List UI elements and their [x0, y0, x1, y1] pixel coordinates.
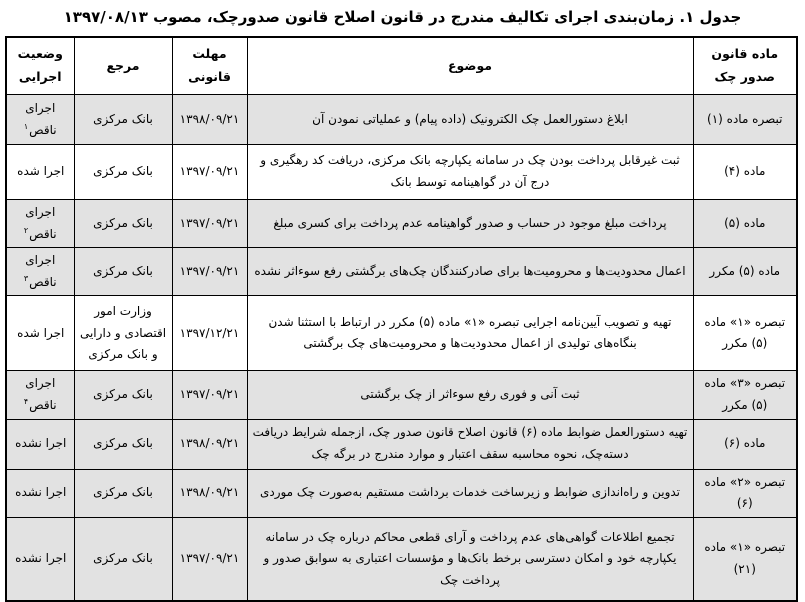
article-cell: تبصره «۲» ماده (۶): [693, 469, 797, 517]
deadline-cell: [172, 419, 247, 469]
deadline-date: ۱۳۹۷/۰۹/۲۱: [180, 216, 240, 230]
status-label: اجرای ناقص: [25, 376, 56, 412]
authority-cell: بانک مرکزی: [74, 95, 172, 145]
deadline-cell: [172, 145, 247, 200]
status-cell: [6, 469, 74, 517]
article-cell: تبصره «۱» ماده (۲۱): [693, 517, 797, 601]
article-cell: تبصره «۱» ماده (۵) مکرر: [693, 296, 797, 371]
article-cell: ماده (۶): [693, 419, 797, 469]
status-cell: [6, 419, 74, 469]
header-article: ماده قانون صدور چک: [693, 37, 797, 95]
deadline-cell: [172, 248, 247, 296]
header-row: [6, 37, 797, 95]
authority-cell: بانک مرکزی: [74, 200, 172, 248]
status-label: اجرا نشده: [15, 485, 66, 499]
status-footnote-marker: ۴: [24, 397, 28, 406]
status-footnote-marker: ۱: [24, 122, 28, 131]
deadline-date: ۱۳۹۸/۰۹/۲۱: [180, 112, 240, 126]
article-cell: ماده (۵) مکرر: [693, 248, 797, 296]
table-row: [6, 469, 797, 517]
authority-cell: بانک مرکزی: [74, 419, 172, 469]
subject-cell: ابلاغ دستورالعمل چک الکترونیک (داده پیام) و عملیاتی نمودن آن: [247, 95, 693, 145]
header-deadline: مهلت قانونی: [172, 37, 247, 95]
deadline-cell: [172, 517, 247, 601]
status-label: اجرا نشده: [15, 551, 66, 565]
status-label: اجرا نشده: [15, 436, 66, 450]
header-subject: موضوع: [247, 37, 693, 95]
status-footnote-marker: ۳: [24, 274, 28, 283]
deadline-cell: [172, 371, 247, 419]
deadline-date: ۱۳۹۸/۰۹/۲۱: [180, 436, 240, 450]
status-label: اجرا شده: [17, 164, 64, 178]
deadline-cell: [172, 296, 247, 371]
status-label: اجرا شده: [17, 326, 64, 340]
deadline-cell: [172, 95, 247, 145]
authority-cell: بانک مرکزی: [74, 248, 172, 296]
authority-cell: بانک مرکزی: [74, 517, 172, 601]
status-label: اجرای ناقص: [25, 253, 56, 289]
table-row: [6, 371, 797, 419]
status-cell: [6, 200, 74, 248]
deadline-cell: [172, 200, 247, 248]
table-row: [6, 419, 797, 469]
deadline-date: ۱۳۹۷/۰۹/۲۱: [180, 387, 240, 401]
authority-cell: بانک مرکزی: [74, 371, 172, 419]
article-cell: ماده (۵): [693, 200, 797, 248]
header-status: وضعیت اجرایی: [6, 37, 74, 95]
subject-cell: ثبت غیرقابل پرداخت بودن چک در سامانه یکپارچه بانک مرکزی، دریافت کد رهگیری و درج آن در گواهینامه توسط بانک: [247, 145, 693, 200]
authority-cell: بانک مرکزی: [74, 145, 172, 200]
article-cell: تبصره «۳» ماده (۵) مکرر: [693, 371, 797, 419]
table-row: [6, 145, 797, 200]
subject-cell: تهیه و تصویب آیین‌نامه اجرایی تبصره «۱» ماده (۵) مکرر در ارتباط با استثنا شدن بنگاه‌های تولیدی از اعمال محدودیت‌ها و محرومیت‌های چک برگشتی: [247, 296, 693, 371]
deadline-date: ۱۳۹۷/۰۹/۲۱: [180, 551, 240, 565]
article-cell: تبصره ماده (۱): [693, 95, 797, 145]
subject-cell: پرداخت مبلغ موجود در حساب و صدور گواهینامه عدم پرداخت برای کسری مبلغ: [247, 200, 693, 248]
table-row: [6, 248, 797, 296]
subject-cell: ثبت آنی و فوری رفع سوءاثر از چک برگشتی: [247, 371, 693, 419]
table-row: [6, 517, 797, 601]
status-footnote-marker: ۲: [24, 226, 28, 235]
status-cell: [6, 248, 74, 296]
authority-cell: بانک مرکزی: [74, 469, 172, 517]
status-cell: [6, 95, 74, 145]
subject-cell: اعمال محدودیت‌ها و محرومیت‌ها برای صادرکنندگان چک‌های برگشتی رفع سوءاثر نشده: [247, 248, 693, 296]
deadline-date: ۱۳۹۷/۱۲/۲۱: [180, 326, 240, 340]
article-cell: ماده (۴): [693, 145, 797, 200]
table-row: [6, 95, 797, 145]
header-authority: مرجع: [74, 37, 172, 95]
status-cell: [6, 145, 74, 200]
deadline-date: ۱۳۹۷/۰۹/۲۱: [180, 264, 240, 278]
deadline-date: ۱۳۹۸/۰۹/۲۱: [180, 485, 240, 499]
subject-cell: تجمیع اطلاعات گواهی‌های عدم پرداخت و آرای قطعی محاکم درباره چک در سامانه یکپارچه خود و امکان دسترسی برخط بانک‌ها و مؤسسات اعتباری به سوابق صدور و پرداخت چک: [247, 517, 693, 601]
status-label: اجرای ناقص: [25, 205, 56, 241]
deadline-date: ۱۳۹۷/۰۹/۲۱: [180, 164, 240, 178]
status-cell: [6, 296, 74, 371]
subject-cell: تدوین و راه‌اندازی ضوابط و زیرساخت خدمات برداشت مستقیم به‌صورت چک موردی: [247, 469, 693, 517]
table-row: [6, 200, 797, 248]
status-cell: [6, 517, 74, 601]
deadline-cell: [172, 469, 247, 517]
authority-cell: وزارت امور اقتصادی و دارایی و بانک مرکزی: [74, 296, 172, 371]
status-cell: [6, 371, 74, 419]
status-label: اجرای ناقص: [25, 101, 56, 137]
subject-cell: تهیه دستورالعمل ضوابط ماده (۶) قانون اصلاح قانون صدور چک، ازجمله شرایط دریافت دسته‌چک، نحوه محاسبه سقف اعتبار و موارد مندرج در برگه چک: [247, 419, 693, 469]
page-title: جدول ۱. زمان‌بندی اجرای تکالیف مندرج در قانون اصلاح قانون صدورچک، مصوب ۱۳۹۷/۰۸/۱۳: [7, 3, 798, 36]
table-row: [6, 296, 797, 371]
law-tasks-table: [5, 36, 798, 602]
